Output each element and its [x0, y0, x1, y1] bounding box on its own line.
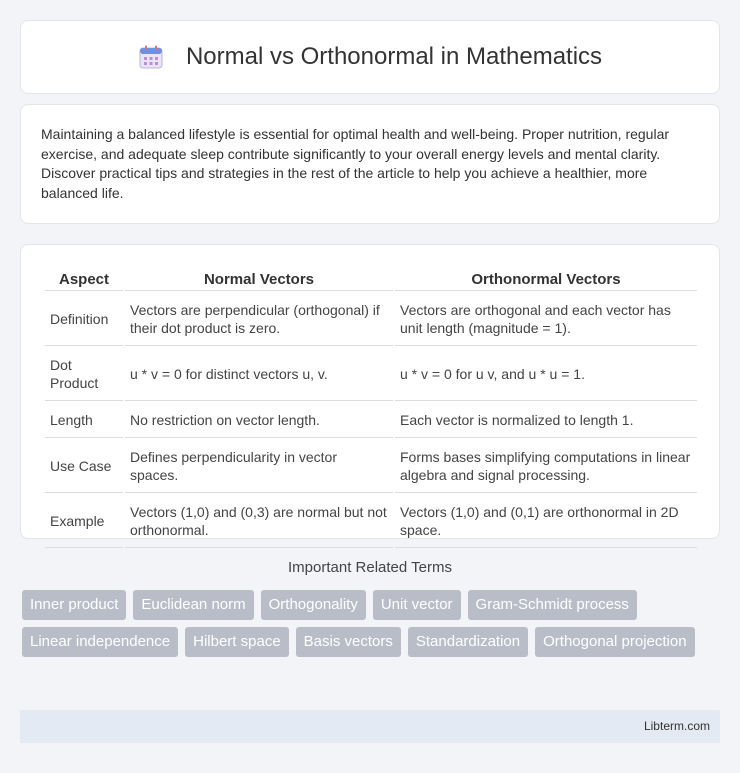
table-header-row — [45, 267, 697, 291]
calendar-icon — [138, 44, 164, 70]
related-term-tag[interactable]: Basis vectors — [296, 627, 401, 657]
intro-card — [20, 104, 720, 224]
related-terms-list — [22, 590, 722, 657]
related-term-tag[interactable]: Unit vector — [373, 590, 461, 620]
related-term-tag[interactable]: Linear independence — [22, 627, 178, 657]
aspect-cell: Definition — [45, 293, 123, 346]
aspect-cell: Length — [45, 403, 123, 438]
table-row — [45, 495, 697, 548]
related-term-tag[interactable]: Gram-Schmidt process — [468, 590, 637, 620]
comparison-table — [43, 265, 699, 550]
related-term-tag[interactable]: Euclidean norm — [133, 590, 253, 620]
header-title-wrap — [138, 43, 602, 71]
related-term-tag[interactable]: Inner product — [22, 590, 126, 620]
table-row — [45, 403, 697, 438]
orthonormal-cell: Vectors are orthogonal and each vector has unit length (magnitude = 1). — [395, 293, 697, 346]
related-term-tag[interactable]: Standardization — [408, 627, 528, 657]
orthonormal-cell: u * v = 0 for u v, and u * u = 1. — [395, 348, 697, 401]
orthonormal-cell: Vectors (1,0) and (0,1) are orthonormal in 2D space. — [395, 495, 697, 548]
orthonormal-cell: Each vector is normalized to length 1. — [395, 403, 697, 438]
related-term-tag[interactable]: Orthogonality — [261, 590, 366, 620]
orthonormal-cell: Forms bases simplifying computations in linear algebra and signal processing. — [395, 440, 697, 493]
aspect-cell: Dot Product — [45, 348, 123, 401]
normal-cell: Vectors are perpendicular (orthogonal) if their dot product is zero. — [125, 293, 393, 346]
normal-cell: No restriction on vector length. — [125, 403, 393, 438]
normal-cell: Vectors (1,0) and (0,3) are normal but not orthonormal. — [125, 495, 393, 548]
normal-cell: Defines perpendicularity in vector spaces. — [125, 440, 393, 493]
related-terms-title: Important Related Terms — [288, 559, 452, 576]
page-title: Normal vs Orthonormal in Mathematics — [185, 43, 603, 70]
table-row — [45, 348, 697, 401]
comparison-table-card — [20, 244, 720, 539]
header-orthonormal: Orthonormal Vectors — [395, 267, 697, 291]
footer — [20, 710, 720, 743]
footer-site-link[interactable]: Libterm.com — [643, 719, 710, 733]
header-card — [20, 20, 720, 94]
aspect-cell: Use Case — [45, 440, 123, 493]
aspect-cell: Example — [45, 495, 123, 548]
table-row — [45, 440, 697, 493]
normal-cell: u * v = 0 for distinct vectors u, v. — [125, 348, 393, 401]
table-row — [45, 293, 697, 346]
header-normal: Normal Vectors — [125, 267, 393, 291]
header-aspect: Aspect — [45, 267, 123, 291]
related-term-tag[interactable]: Hilbert space — [185, 627, 289, 657]
intro-text: Maintaining a balanced lifestyle is essential for optimal health and well-being. Proper nutrition, regular exercise, and adequate sleep contribute significantly to your overall energy levels and mental clarity. Discover practical tips and strategies in the rest of the article to help you achieve a healthier, more balanced life. — [41, 126, 670, 201]
related-term-tag[interactable]: Orthogonal projection — [535, 627, 694, 657]
